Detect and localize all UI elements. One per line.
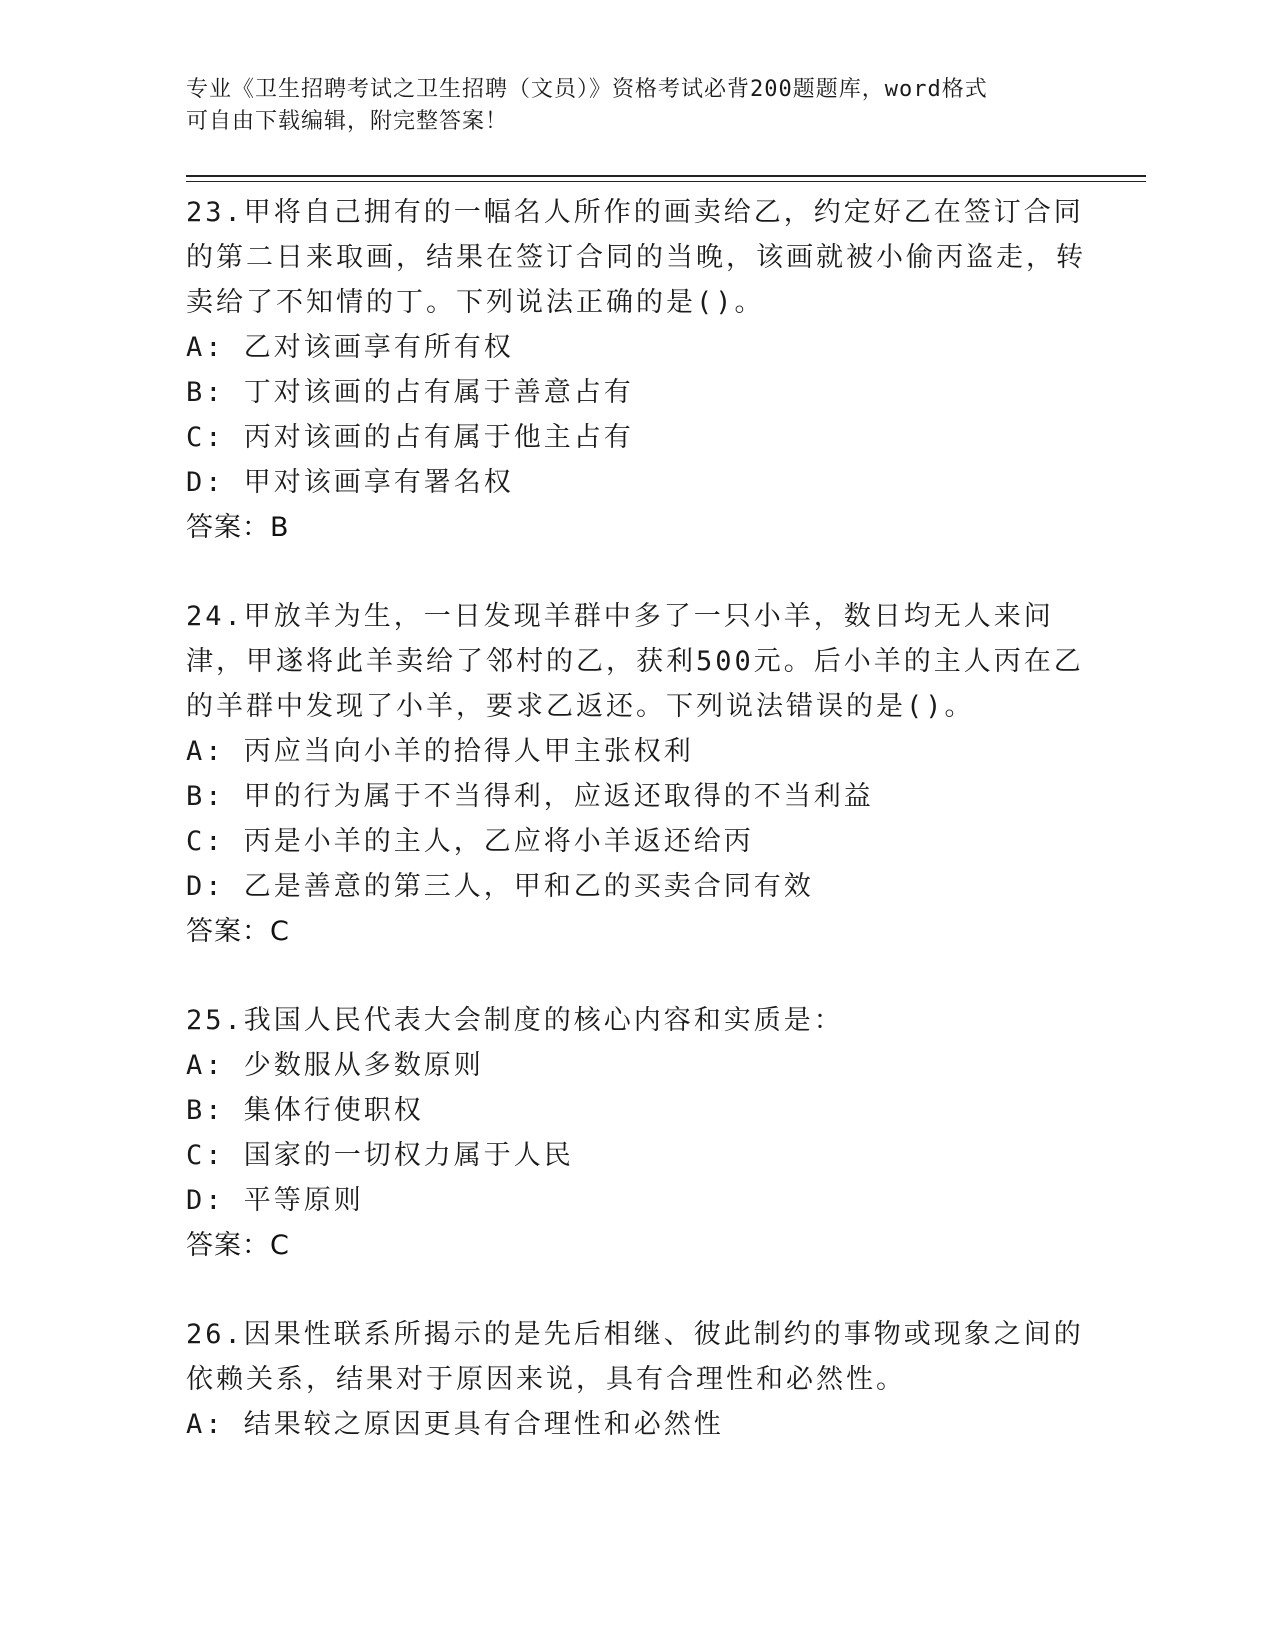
question-stem: 23.甲将自己拥有的一幅名人所作的画卖给乙，约定好乙在签订合同的第二日来取画，结果在签订合同的当晚，该画就被小偷丙盗走，转卖给了不知情的丁。下列说法正确的是()。 [186, 197, 1086, 318]
header-divider-thin [186, 181, 1146, 182]
option-d: D: 乙是善意的第三人，甲和乙的买卖合同有效 [186, 871, 814, 902]
option-b: B: 集体行使职权 [186, 1095, 424, 1126]
option-d: D: 甲对该画享有署名权 [186, 467, 514, 498]
question-23 [186, 190, 1086, 550]
question-stem: 24.甲放羊为生，一日发现羊群中多了一只小羊，数日均无人来问津，甲遂将此羊卖给了邻村的乙，获利500元。后小羊的主人丙在乙的羊群中发现了小羊，要求乙返还。下列说法错误的是()。 [186, 601, 1084, 722]
question-stem: 25.我国人民代表大会制度的核心内容和实质是： [186, 1005, 844, 1036]
option-c: C: 丙对该画的占有属于他主占有 [186, 422, 634, 453]
option-c: C: 国家的一切权力属于人民 [186, 1140, 574, 1171]
option-b: B: 甲的行为属于不当得利，应返还取得的不当利益 [186, 781, 874, 812]
question-stem: 26.因果性联系所揭示的是先后相继、彼此制约的事物或现象之间的依赖关系，结果对于原因来说，具有合理性和必然性。 [186, 1319, 1084, 1395]
question-26 [186, 1312, 1086, 1447]
option-a: A: 丙应当向小羊的拾得人甲主张权利 [186, 736, 694, 767]
option-a: A: 结果较之原因更具有合理性和必然性 [186, 1409, 724, 1440]
option-a: A: 少数服从多数原则 [186, 1050, 484, 1081]
document-header [186, 74, 1086, 138]
option-d: D: 平等原则 [186, 1185, 364, 1216]
option-a: A: 乙对该画享有所有权 [186, 332, 514, 363]
question-25 [186, 998, 1086, 1268]
question-list [186, 190, 1086, 1491]
header-divider-thick [186, 175, 1146, 177]
option-b: B: 丁对该画的占有属于善意占有 [186, 377, 634, 408]
answer-label: 答案：C [186, 916, 290, 947]
header-subtitle-line: 可自由下载编辑，附完整答案！ [186, 109, 509, 134]
answer-label: 答案：B [186, 512, 290, 543]
header-title-line: 专业《卫生招聘考试之卫生招聘（文员）》资格考试必背200题题库，word格式 [186, 77, 988, 102]
question-24 [186, 594, 1086, 954]
answer-label: 答案：C [186, 1230, 290, 1261]
option-c: C: 丙是小羊的主人，乙应将小羊返还给丙 [186, 826, 754, 857]
